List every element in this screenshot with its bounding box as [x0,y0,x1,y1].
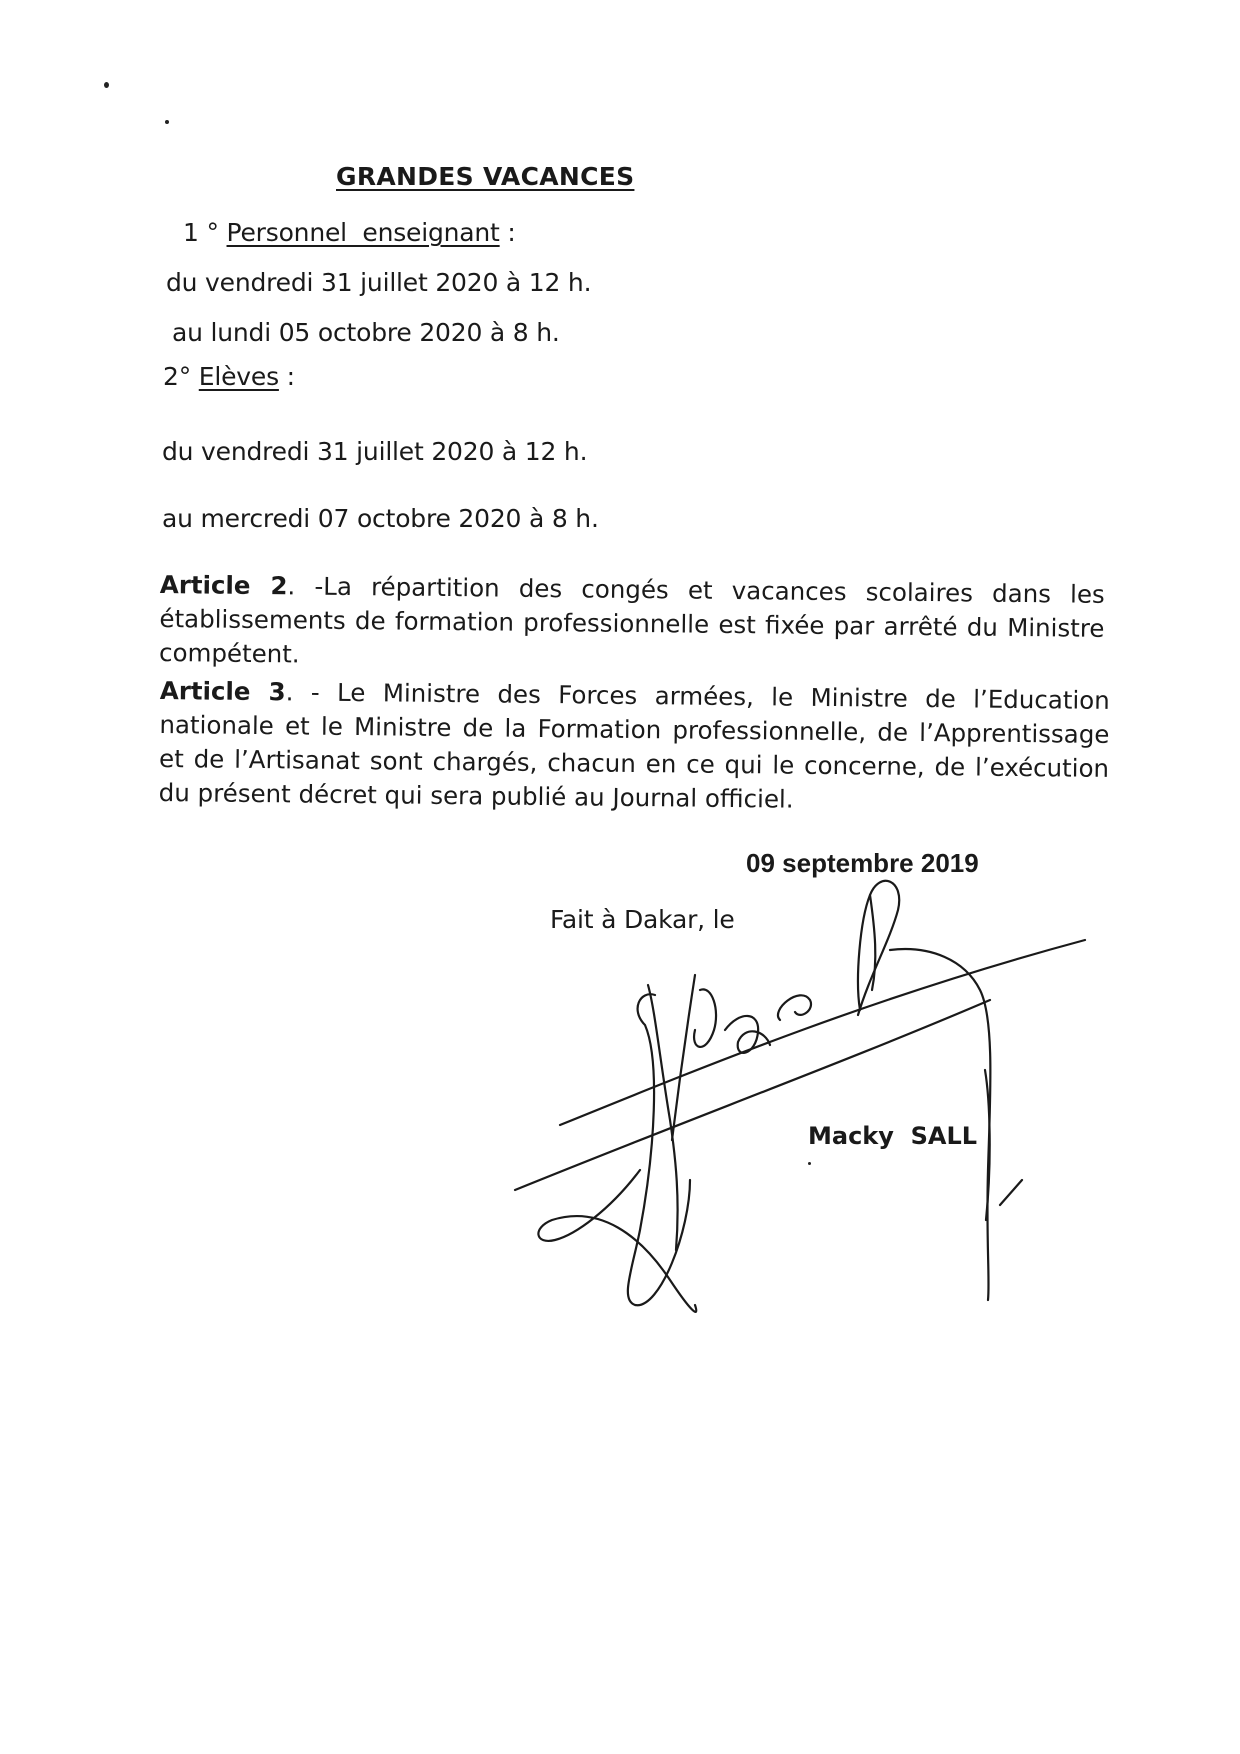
section-2-from: du vendredi 31 juillet 2020 à 12 h. [162,437,588,466]
article-3-text: . - Le Ministre des Forces armées, le Ministre de l’Education nationale et le Ministre de la Formation professionnelle, de l’Apprentissage et de l’Artisanat sont chargés, chacun en ce qui le concerne, de l’exécution du présent décret qui sera publié au Journal officiel. [158,677,1110,814]
signature-stroke [560,940,1085,1125]
signature-stroke [985,1070,990,1220]
section-2-number: 2° [163,362,192,391]
section-1-label: Personnel enseignant [226,218,500,247]
section-2-colon: : [286,362,295,391]
section-1-number: 1 ° [183,218,219,247]
signature-stroke [515,1000,990,1190]
signature-stroke [890,949,990,1300]
section-2-to: au mercredi 07 octobre 2020 à 8 h. [162,504,599,533]
signature-stroke [858,881,899,1015]
article-3-label: Article 3 [159,675,286,707]
signature-stroke [538,1170,696,1312]
signature-stroke [672,975,695,1140]
signing-place: Fait à Dakar, le [550,905,735,934]
signature-stroke [694,989,716,1047]
section-1-from: du vendredi 31 juillet 2020 à 12 h. [166,268,592,297]
article-2-label: Article 2 [159,569,288,601]
signature-stroke [778,995,811,1020]
section-1-to: au lundi 05 octobre 2020 à 8 h. [172,318,560,347]
signature-stroke [725,1016,770,1053]
signature-stroke [1000,1180,1022,1205]
section-1-colon: : [507,218,516,247]
signatory-name: Macky SALL [808,1122,978,1150]
page-title: GRANDES VACANCES [336,162,635,191]
signing-date: 09 septembre 2019 [746,848,979,878]
article-2-text: . -La répartition des congés et vacances scolaires dans les établissements de formation professionnelle est fixée par arrêté du Ministre compétent. [158,571,1105,669]
section-2-label: Elèves [198,362,279,391]
